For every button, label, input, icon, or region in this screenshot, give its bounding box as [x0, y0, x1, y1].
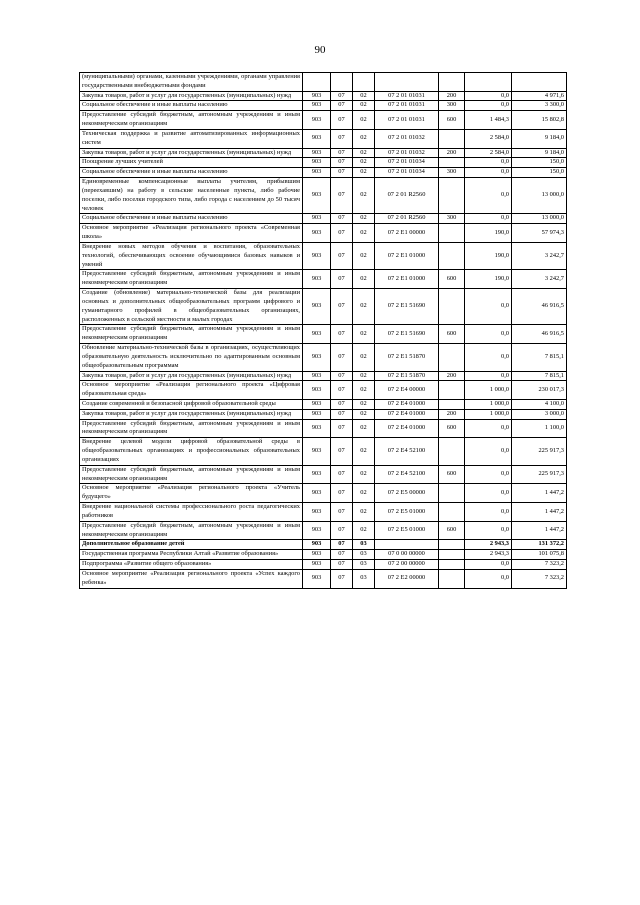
amount-1-cell: 0,0 — [465, 91, 512, 101]
amount-1-cell — [465, 73, 512, 92]
expense-type-cell: 300 — [439, 101, 465, 111]
row-name-cell: Поощрение лучших учителей — [80, 158, 303, 168]
table-row — [80, 214, 567, 224]
admin-code-cell: 903 — [303, 484, 331, 503]
row-name-cell: Социальное обеспечение и иные выплаты населению — [80, 168, 303, 178]
section-code-cell: 07 — [331, 224, 353, 243]
expense-type-cell — [439, 242, 465, 269]
amount-1-cell: 0,0 — [465, 214, 512, 224]
row-name-cell: Подпрограмма «Развитие общего образования» — [80, 560, 303, 570]
table-row — [80, 325, 567, 344]
expense-type-cell — [439, 73, 465, 92]
amount-1-cell: 0,0 — [465, 521, 512, 540]
amount-1-cell: 190,0 — [465, 270, 512, 289]
amount-1-cell: 0,0 — [465, 178, 512, 214]
subsection-code-cell: 02 — [353, 148, 375, 158]
row-name-cell: (муниципальными) органами, казенными учреждениями, органами управления государственными внебюджетными фондами — [80, 73, 303, 92]
table-row — [80, 521, 567, 540]
amount-2-cell: 4 100,0 — [512, 399, 567, 409]
expense-type-cell — [439, 129, 465, 148]
row-name-cell: Предоставление субсидий бюджетным, автономным учреждениям и иным некоммерческим организациям — [80, 419, 303, 438]
subsection-code-cell: 02 — [353, 438, 375, 465]
target-article-cell: 07 2 E2 00000 — [375, 569, 439, 588]
expense-type-cell — [439, 484, 465, 503]
amount-2-cell: 4 971,6 — [512, 91, 567, 101]
amount-1-cell: 0,0 — [465, 344, 512, 371]
amount-1-cell: 0,0 — [465, 503, 512, 522]
amount-1-cell: 0,0 — [465, 438, 512, 465]
amount-2-cell: 1 447,2 — [512, 503, 567, 522]
target-article-cell: 07 2 E1 00000 — [375, 224, 439, 243]
row-name-cell: Единовременные компенсационные выплаты учителям, прибывшим (переехавшим) на работу в сельские населенные пункты, либо рабочие поселки, либо поселки городского типа, либо города с населением до 50 тысяч человек — [80, 178, 303, 214]
target-article-cell: 07 2 E1 01000 — [375, 242, 439, 269]
amount-1-cell: 0,0 — [465, 325, 512, 344]
row-name-cell: Предоставление субсидий бюджетным, автономным учреждениям и иным некоммерческим организациям — [80, 521, 303, 540]
amount-2-cell: 225 917,3 — [512, 438, 567, 465]
target-article-cell: 07 2 E5 00000 — [375, 484, 439, 503]
expense-type-cell: 200 — [439, 91, 465, 101]
row-name-cell: Основное мероприятие «Реализация регионального проекта «Цифровая образовательная среда» — [80, 381, 303, 400]
subsection-code-cell: 02 — [353, 129, 375, 148]
admin-code-cell: 903 — [303, 289, 331, 325]
row-name-cell: Государственная программа Республики Алтай «Развитие образования» — [80, 550, 303, 560]
subsection-code-cell: 02 — [353, 325, 375, 344]
admin-code-cell: 903 — [303, 550, 331, 560]
table-row — [80, 224, 567, 243]
table-row — [80, 289, 567, 325]
amount-1-cell: 0,0 — [465, 419, 512, 438]
target-article-cell: 07 2 E4 52100 — [375, 438, 439, 465]
amount-1-cell: 0,0 — [465, 465, 512, 484]
table-row — [80, 158, 567, 168]
page-number: 90 — [314, 44, 326, 56]
subsection-code-cell: 02 — [353, 381, 375, 400]
table-row — [80, 178, 567, 214]
amount-2-cell: 46 916,5 — [512, 325, 567, 344]
table-row — [80, 438, 567, 465]
amount-1-cell: 2 584,0 — [465, 129, 512, 148]
target-article-cell: 07 2 00 00000 — [375, 560, 439, 570]
amount-2-cell: 3 300,0 — [512, 101, 567, 111]
row-name-cell: Внедрение целевой модели цифровой образовательной среды в общеобразовательных организациях и профессиональных образовательных организациях — [80, 438, 303, 465]
row-name-cell: Дополнительное образование детей — [80, 540, 303, 550]
row-name-cell: Предоставление субсидий бюджетным, автономным учреждениям и иным некоммерческим организациям — [80, 270, 303, 289]
section-code-cell: 07 — [331, 560, 353, 570]
section-code-cell: 07 — [331, 399, 353, 409]
table-row — [80, 129, 567, 148]
amount-2-cell: 13 000,0 — [512, 178, 567, 214]
amount-2-cell: 1 447,2 — [512, 521, 567, 540]
row-name-cell: Закупка товаров, работ и услуг для государственных (муниципальных) нужд — [80, 148, 303, 158]
table-row — [80, 242, 567, 269]
amount-2-cell: 7 815,1 — [512, 344, 567, 371]
table-row — [80, 73, 567, 92]
target-article-cell: 07 2 E1 51690 — [375, 289, 439, 325]
admin-code-cell: 903 — [303, 242, 331, 269]
amount-1-cell: 190,0 — [465, 224, 512, 243]
table-row — [80, 371, 567, 381]
table-body — [80, 73, 567, 589]
section-code-cell: 07 — [331, 148, 353, 158]
expense-type-cell: 600 — [439, 419, 465, 438]
amount-2-cell: 150,0 — [512, 168, 567, 178]
target-article-cell: 07 2 01 01034 — [375, 158, 439, 168]
expense-type-cell — [439, 178, 465, 214]
row-name-cell: Создание (обновление) материально-технической базы для реализации основных и дополнительных общеобразовательных программ цифрового и гуманитарного профилей в общеобразовательных организациях, расположенных в сельской местности и малых городах — [80, 289, 303, 325]
table-row — [80, 91, 567, 101]
amount-2-cell: 3 000,0 — [512, 409, 567, 419]
subsection-code-cell: 02 — [353, 214, 375, 224]
subsection-code-cell: 02 — [353, 270, 375, 289]
table-row — [80, 550, 567, 560]
subsection-code-cell: 02 — [353, 484, 375, 503]
section-code-cell — [331, 73, 353, 92]
section-code-cell: 07 — [331, 371, 353, 381]
section-code-cell: 07 — [331, 465, 353, 484]
target-article-cell: 07 2 E5 01000 — [375, 521, 439, 540]
amount-2-cell: 225 917,3 — [512, 465, 567, 484]
target-article-cell — [375, 540, 439, 550]
admin-code-cell — [303, 73, 331, 92]
row-name-cell: Предоставление субсидий бюджетным, автономным учреждениям и иным некоммерческим организациям — [80, 465, 303, 484]
expense-type-cell: 200 — [439, 409, 465, 419]
section-code-cell: 07 — [331, 521, 353, 540]
expense-type-cell — [439, 560, 465, 570]
target-article-cell: 07 2 E1 51690 — [375, 325, 439, 344]
row-name-cell: Техническая поддержка и развитие автоматизированных информационных систем — [80, 129, 303, 148]
row-name-cell: Основное мероприятие «Реализация регионального проекта «Успех каждого ребенка» — [80, 569, 303, 588]
target-article-cell — [375, 73, 439, 92]
section-code-cell: 07 — [331, 129, 353, 148]
table-row — [80, 560, 567, 570]
row-name-cell: Социальное обеспечение и иные выплаты населению — [80, 101, 303, 111]
admin-code-cell: 903 — [303, 419, 331, 438]
expense-type-cell: 300 — [439, 168, 465, 178]
section-code-cell: 07 — [331, 111, 353, 130]
table-row — [80, 270, 567, 289]
admin-code-cell: 903 — [303, 465, 331, 484]
subsection-code-cell: 02 — [353, 242, 375, 269]
table-row — [80, 381, 567, 400]
amount-1-cell: 2 943,3 — [465, 550, 512, 560]
section-code-cell: 07 — [331, 344, 353, 371]
target-article-cell: 07 0 00 00000 — [375, 550, 439, 560]
target-article-cell: 07 2 01 01031 — [375, 101, 439, 111]
amount-2-cell: 57 974,3 — [512, 224, 567, 243]
amount-2-cell: 7 323,2 — [512, 569, 567, 588]
admin-code-cell: 903 — [303, 560, 331, 570]
expense-type-cell — [439, 503, 465, 522]
amount-1-cell: 0,0 — [465, 484, 512, 503]
admin-code-cell: 903 — [303, 344, 331, 371]
subsection-code-cell: 02 — [353, 465, 375, 484]
expense-type-cell — [439, 381, 465, 400]
amount-1-cell: 0,0 — [465, 560, 512, 570]
admin-code-cell: 903 — [303, 168, 331, 178]
subsection-code-cell: 02 — [353, 399, 375, 409]
section-code-cell: 07 — [331, 270, 353, 289]
section-code-cell: 07 — [331, 242, 353, 269]
admin-code-cell: 903 — [303, 569, 331, 588]
admin-code-cell: 903 — [303, 111, 331, 130]
expense-type-cell: 200 — [439, 371, 465, 381]
subsection-code-cell: 02 — [353, 503, 375, 522]
row-name-cell: Обновление материально-технической базы в организациях, осуществляющих образовательную деятельность исключительно по адаптированным основным общеобразовательным программам — [80, 344, 303, 371]
target-article-cell: 07 2 01 01031 — [375, 111, 439, 130]
amount-2-cell: 9 184,0 — [512, 129, 567, 148]
amount-2-cell: 7 323,2 — [512, 560, 567, 570]
section-code-cell: 07 — [331, 168, 353, 178]
amount-2-cell: 46 916,5 — [512, 289, 567, 325]
target-article-cell: 07 2 01 01034 — [375, 168, 439, 178]
section-code-cell: 07 — [331, 550, 353, 560]
admin-code-cell: 903 — [303, 148, 331, 158]
target-article-cell: 07 2 E5 01000 — [375, 503, 439, 522]
row-name-cell: Внедрение новых методов обучения и воспитания, образовательных технологий, обеспечивающих освоение обучающимися базовых навыков и умений — [80, 242, 303, 269]
admin-code-cell: 903 — [303, 158, 331, 168]
row-name-cell: Основное мероприятие «Реализация регионального проекта «Учитель будущего» — [80, 484, 303, 503]
target-article-cell: 07 2 E4 01000 — [375, 399, 439, 409]
subsection-code-cell: 02 — [353, 409, 375, 419]
section-code-cell: 07 — [331, 289, 353, 325]
amount-1-cell: 0,0 — [465, 289, 512, 325]
section-code-cell: 07 — [331, 325, 353, 344]
expense-type-cell: 600 — [439, 270, 465, 289]
admin-code-cell: 903 — [303, 371, 331, 381]
subsection-code-cell: 03 — [353, 560, 375, 570]
admin-code-cell: 903 — [303, 270, 331, 289]
expense-type-cell — [439, 550, 465, 560]
table-row — [80, 409, 567, 419]
section-code-cell: 07 — [331, 438, 353, 465]
section-code-cell: 07 — [331, 91, 353, 101]
subsection-code-cell: 02 — [353, 168, 375, 178]
admin-code-cell: 903 — [303, 325, 331, 344]
section-code-cell: 07 — [331, 419, 353, 438]
target-article-cell: 07 2 01 01032 — [375, 129, 439, 148]
expense-type-cell: 600 — [439, 111, 465, 130]
subsection-code-cell: 03 — [353, 550, 375, 560]
row-name-cell: Внедрение национальной системы профессионального роста педагогических работников — [80, 503, 303, 522]
target-article-cell: 07 2 01 R2560 — [375, 178, 439, 214]
amount-2-cell: 13 000,0 — [512, 214, 567, 224]
amount-2-cell — [512, 73, 567, 92]
expense-type-cell — [439, 569, 465, 588]
expense-type-cell — [439, 158, 465, 168]
amount-2-cell: 230 017,3 — [512, 381, 567, 400]
subsection-code-cell: 02 — [353, 521, 375, 540]
target-article-cell: 07 2 E4 52100 — [375, 465, 439, 484]
section-code-cell: 07 — [331, 214, 353, 224]
admin-code-cell: 903 — [303, 224, 331, 243]
expense-type-cell: 600 — [439, 465, 465, 484]
amount-1-cell: 0,0 — [465, 101, 512, 111]
table-row — [80, 484, 567, 503]
amount-1-cell: 0,0 — [465, 371, 512, 381]
amount-2-cell: 1 447,2 — [512, 484, 567, 503]
table-row — [80, 168, 567, 178]
row-name-cell: Закупка товаров, работ и услуг для государственных (муниципальных) нужд — [80, 91, 303, 101]
subsection-code-cell: 03 — [353, 569, 375, 588]
subsection-code-cell: 02 — [353, 101, 375, 111]
expense-type-cell — [439, 224, 465, 243]
admin-code-cell: 903 — [303, 381, 331, 400]
target-article-cell: 07 2 E4 01000 — [375, 409, 439, 419]
row-name-cell: Предоставление субсидий бюджетным, автономным учреждениям и иным некоммерческим организациям — [80, 325, 303, 344]
row-name-cell: Основное мероприятие «Реализация регионального проекта «Современная школа» — [80, 224, 303, 243]
table-row — [80, 111, 567, 130]
table-row — [80, 344, 567, 371]
subsection-code-cell: 02 — [353, 344, 375, 371]
target-article-cell: 07 2 E1 51870 — [375, 371, 439, 381]
table-row — [80, 503, 567, 522]
admin-code-cell: 903 — [303, 91, 331, 101]
table-row — [80, 148, 567, 158]
admin-code-cell: 903 — [303, 503, 331, 522]
amount-2-cell: 1 100,0 — [512, 419, 567, 438]
table-row — [80, 540, 567, 550]
amount-2-cell: 9 184,0 — [512, 148, 567, 158]
amount-1-cell: 0,0 — [465, 569, 512, 588]
target-article-cell: 07 2 01 R2560 — [375, 214, 439, 224]
subsection-code-cell: 02 — [353, 419, 375, 438]
row-name-cell: Создание современной и безопасной цифровой образовательной среды — [80, 399, 303, 409]
section-code-cell: 07 — [331, 409, 353, 419]
expense-type-cell — [439, 438, 465, 465]
expense-type-cell — [439, 289, 465, 325]
target-article-cell: 07 2 01 01032 — [375, 148, 439, 158]
admin-code-cell: 903 — [303, 101, 331, 111]
amount-1-cell: 1 000,0 — [465, 409, 512, 419]
section-code-cell: 07 — [331, 158, 353, 168]
subsection-code-cell: 02 — [353, 289, 375, 325]
section-code-cell: 07 — [331, 569, 353, 588]
table-row — [80, 419, 567, 438]
amount-1-cell: 0,0 — [465, 158, 512, 168]
amount-2-cell: 7 815,1 — [512, 371, 567, 381]
expense-type-cell: 600 — [439, 325, 465, 344]
expense-type-cell: 600 — [439, 521, 465, 540]
amount-2-cell: 15 802,8 — [512, 111, 567, 130]
table-row — [80, 101, 567, 111]
target-article-cell: 07 2 01 01031 — [375, 91, 439, 101]
admin-code-cell: 903 — [303, 540, 331, 550]
section-code-cell: 07 — [331, 178, 353, 214]
expense-type-cell — [439, 540, 465, 550]
admin-code-cell: 903 — [303, 521, 331, 540]
expense-type-cell — [439, 399, 465, 409]
table-row — [80, 465, 567, 484]
admin-code-cell: 903 — [303, 129, 331, 148]
expense-type-cell: 300 — [439, 214, 465, 224]
amount-1-cell: 2 943,3 — [465, 540, 512, 550]
section-code-cell: 07 — [331, 101, 353, 111]
amount-1-cell: 190,0 — [465, 242, 512, 269]
expense-type-cell: 200 — [439, 148, 465, 158]
table-row — [80, 569, 567, 588]
amount-2-cell: 101 075,8 — [512, 550, 567, 560]
admin-code-cell: 903 — [303, 399, 331, 409]
subsection-code-cell — [353, 73, 375, 92]
amount-2-cell: 150,0 — [512, 158, 567, 168]
subsection-code-cell: 02 — [353, 91, 375, 101]
row-name-cell: Социальное обеспечение и иные выплаты населению — [80, 214, 303, 224]
expense-type-cell — [439, 344, 465, 371]
amount-1-cell: 1 000,0 — [465, 399, 512, 409]
row-name-cell: Предоставление субсидий бюджетным, автономным учреждениям и иным некоммерческим организациям — [80, 111, 303, 130]
row-name-cell: Закупка товаров, работ и услуг для государственных (муниципальных) нужд — [80, 371, 303, 381]
row-name-cell: Закупка товаров, работ и услуг для государственных (муниципальных) нужд — [80, 409, 303, 419]
section-code-cell: 07 — [331, 381, 353, 400]
section-code-cell: 07 — [331, 540, 353, 550]
amount-2-cell: 3 242,7 — [512, 270, 567, 289]
section-code-cell: 07 — [331, 503, 353, 522]
subsection-code-cell: 02 — [353, 178, 375, 214]
table-row — [80, 399, 567, 409]
subsection-code-cell: 02 — [353, 224, 375, 243]
amount-1-cell: 1 484,3 — [465, 111, 512, 130]
target-article-cell: 07 2 E4 00000 — [375, 381, 439, 400]
subsection-code-cell: 02 — [353, 111, 375, 130]
target-article-cell: 07 2 E1 51870 — [375, 344, 439, 371]
target-article-cell: 07 2 E4 01000 — [375, 419, 439, 438]
subsection-code-cell: 02 — [353, 371, 375, 381]
amount-1-cell: 0,0 — [465, 168, 512, 178]
subsection-code-cell: 03 — [353, 540, 375, 550]
admin-code-cell: 903 — [303, 409, 331, 419]
target-article-cell: 07 2 E1 01000 — [375, 270, 439, 289]
admin-code-cell: 903 — [303, 178, 331, 214]
admin-code-cell: 903 — [303, 214, 331, 224]
amount-1-cell: 2 584,0 — [465, 148, 512, 158]
section-code-cell: 07 — [331, 484, 353, 503]
amount-1-cell: 1 000,0 — [465, 381, 512, 400]
admin-code-cell: 903 — [303, 438, 331, 465]
amount-2-cell: 3 242,7 — [512, 242, 567, 269]
amount-2-cell: 131 372,2 — [512, 540, 567, 550]
budget-table — [79, 72, 567, 589]
subsection-code-cell: 02 — [353, 158, 375, 168]
